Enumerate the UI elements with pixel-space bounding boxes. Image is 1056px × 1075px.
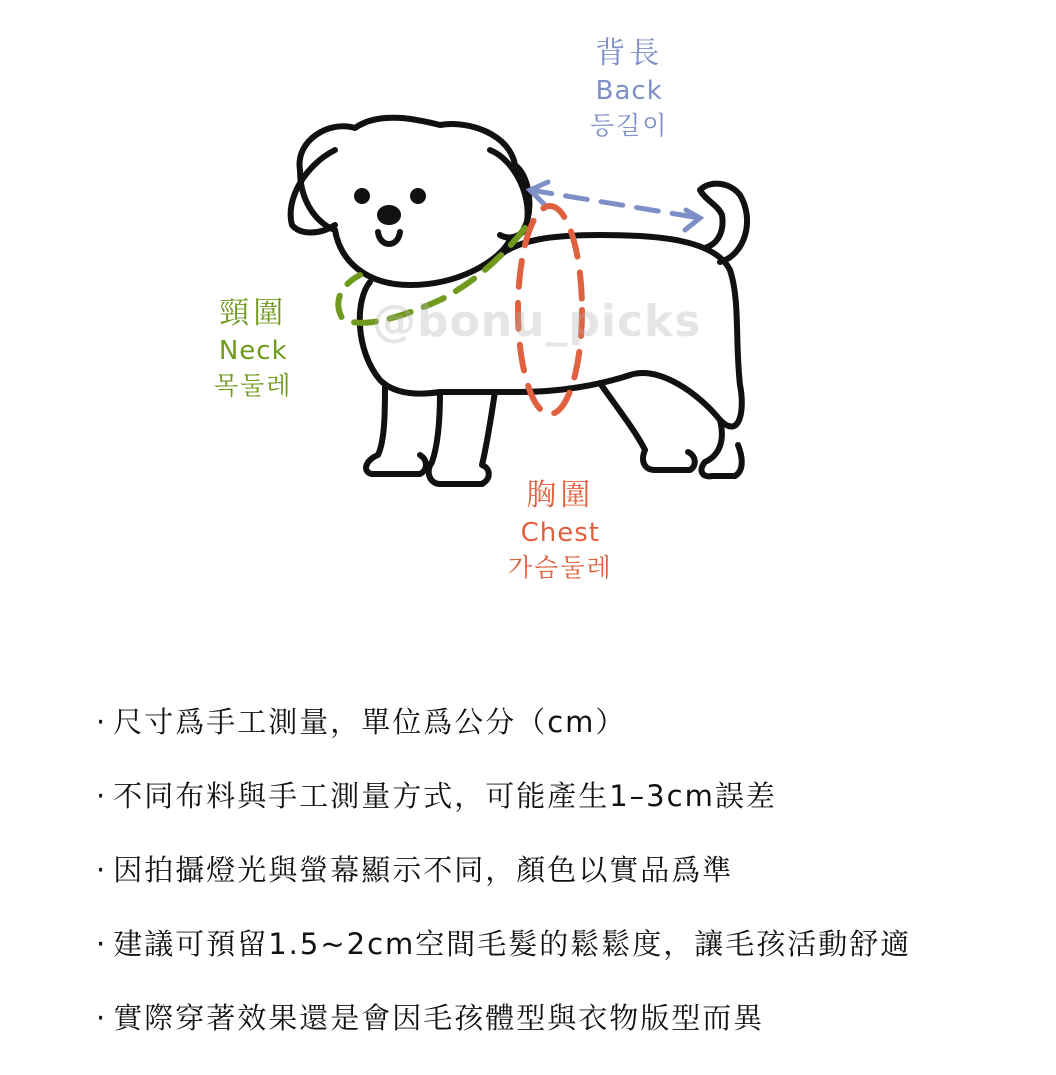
list-item xyxy=(96,996,1016,1070)
back-label xyxy=(590,36,668,141)
list-item xyxy=(96,700,1016,774)
note-text: 實際穿著效果還是會因毛孩體型與衣物版型而異 xyxy=(113,1001,765,1035)
watermark: @bonu_picks xyxy=(372,296,702,347)
neck-label-en: Neck xyxy=(218,336,288,366)
list-item xyxy=(96,922,1016,996)
dog-tail xyxy=(700,184,747,262)
bullet: · xyxy=(96,705,108,739)
neck-label xyxy=(214,296,292,401)
size-notes-list xyxy=(96,700,1016,1070)
neck-label-ko: 목둘레 xyxy=(214,371,293,401)
bullet: · xyxy=(96,779,108,813)
chest-label xyxy=(508,478,613,583)
bullet: · xyxy=(96,853,108,887)
dog-mouth xyxy=(378,232,400,244)
back-length-arrow xyxy=(530,190,700,218)
dog-eye-right xyxy=(413,191,423,201)
dog-nose xyxy=(380,208,398,222)
bullet: · xyxy=(96,1001,108,1035)
dog-eye-left xyxy=(357,191,367,201)
chest-label-en: Chest xyxy=(520,518,600,548)
dog-ear-right xyxy=(490,150,528,237)
dog-front-leg-1 xyxy=(366,385,426,474)
note-text: 尺寸爲手工測量，單位爲公分（cm） xyxy=(113,705,627,739)
back-label-ko: 등길이 xyxy=(590,111,669,141)
chest-label-zh: 胸圍 xyxy=(526,478,595,513)
list-item xyxy=(96,848,1016,922)
neck-label-zh: 頸圍 xyxy=(219,296,288,331)
list-item xyxy=(96,774,1016,848)
back-label-zh: 背長 xyxy=(595,36,664,71)
note-text: 建議可預留1.5~2cm空間毛髮的鬆鬆度，讓毛孩活動舒適 xyxy=(113,927,912,961)
back-label-en: Back xyxy=(595,76,663,106)
back-arrow-head-right xyxy=(685,210,700,230)
note-text: 因拍攝燈光與螢幕顯示不同，顏色以實品爲準 xyxy=(113,853,734,887)
chest-label-ko: 가슴둘레 xyxy=(508,553,613,583)
bullet: · xyxy=(96,927,108,961)
note-text: 不同布料與手工測量方式，可能產生1–3cm誤差 xyxy=(113,779,777,813)
dog-back-leg-1 xyxy=(600,383,695,470)
dog-front-leg-2 xyxy=(429,392,495,484)
